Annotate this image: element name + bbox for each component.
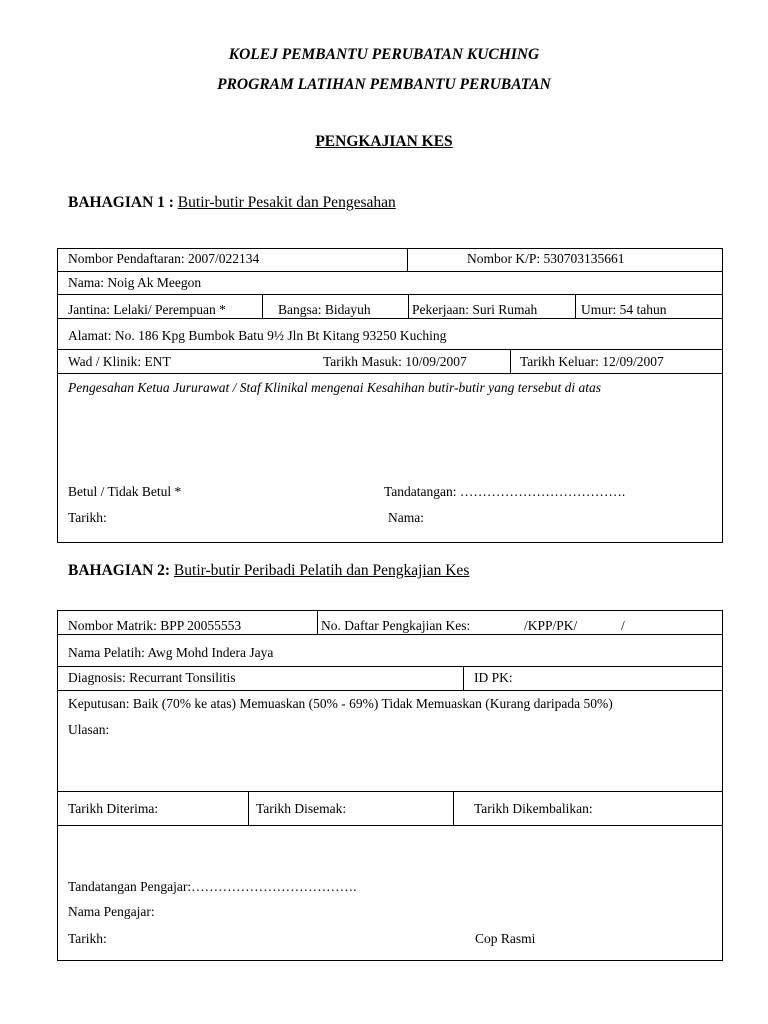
program-name: PROGRAM LATIHAN PEMBANTU PERUBATAN: [217, 76, 551, 93]
betul-tidak-betul: Betul / Tidak Betul *: [68, 484, 182, 499]
pekerjaan: Pekerjaan: Suri Rumah: [412, 302, 538, 317]
no-daftar-pengkajian: No. Daftar Pengkajian Kes:: [321, 618, 471, 633]
ulasan: Ulasan:: [68, 722, 110, 737]
college-name: KOLEJ PEMBANTU PERUBATAN KUCHING: [228, 46, 540, 63]
section2-title: Butir-butir Peribadi Pelatih dan Pengkajian Kes: [173, 562, 470, 579]
tarikh-keluar: Tarikh Keluar: 12/09/2007: [520, 354, 664, 369]
tarikh-pengajar: Tarikh:: [68, 931, 107, 946]
section1-title: Butir-butir Pesakit dan Pengesahan: [177, 194, 396, 211]
page-title: PENGKAJIAN KES: [315, 133, 453, 150]
nama-pengajar: Nama Pengajar:: [68, 904, 155, 919]
no-daftar-slash: /: [621, 618, 625, 633]
cop-rasmi: Cop Rasmi: [475, 931, 536, 946]
nombor-pendaftaran: Nombor Pendaftaran: 2007/022134: [68, 251, 260, 266]
nama-sah: Nama:: [388, 510, 424, 525]
tarikh-diterima: Tarikh Diterima:: [68, 801, 159, 816]
umur: Umur: 54 tahun: [581, 302, 667, 317]
section1-heading: [68, 194, 396, 212]
nama-pesakit: Nama: Noig Ak Meegon: [68, 275, 202, 290]
pengesahan-text: Pengesahan Ketua Jururawat / Staf Klinikal mengenai Kesahihan butir-butir yang tersebut di atas: [68, 380, 601, 395]
tarikh-disemak: Tarikh Disemak:: [256, 801, 347, 816]
nombor-matrik: Nombor Matrik: BPP 20055553: [68, 618, 242, 633]
keputusan: Keputusan: Baik (70% ke atas) Memuaskan (50% - 69%) Tidak Memuaskan (Kurang daripada 50%): [68, 696, 613, 711]
alamat: Alamat: No. 186 Kpg Bumbok Batu 9½ Jln Bt Kitang 93250 Kuching: [68, 328, 447, 343]
wad-klinik: Wad / Klinik: ENT: [68, 354, 171, 369]
tarikh-masuk: Tarikh Masuk: 10/09/2007: [323, 354, 467, 369]
patient-details-table: [57, 248, 723, 543]
section2-label: BAHAGIAN 2:: [68, 562, 171, 579]
jantina: Jantina: Lelaki/ Perempuan *: [68, 302, 226, 317]
diagnosis: Diagnosis: Recurrant Tonsilitis: [68, 670, 236, 685]
tarikh-sah: Tarikh:: [68, 510, 107, 525]
no-daftar-code: /KPP/PK/: [524, 618, 578, 633]
tandatangan-pengajar: Tandatangan Pengajar:……………………………….: [68, 879, 357, 894]
bangsa: Bangsa: Bidayuh: [278, 302, 371, 317]
id-pk: ID PK:: [474, 670, 513, 685]
trainee-details-table: [57, 610, 723, 961]
nombor-kp: Nombor K/P: 530703135661: [467, 251, 625, 266]
tarikh-dikembalikan: Tarikh Dikembalikan:: [474, 801, 593, 816]
tandatangan-sah: Tandatangan: ……………………………….: [384, 484, 626, 499]
nama-pelatih: Nama Pelatih: Awg Mohd Indera Jaya: [68, 645, 274, 660]
section1-label: BAHAGIAN 1 :: [68, 194, 174, 211]
section2-heading: [68, 562, 469, 580]
